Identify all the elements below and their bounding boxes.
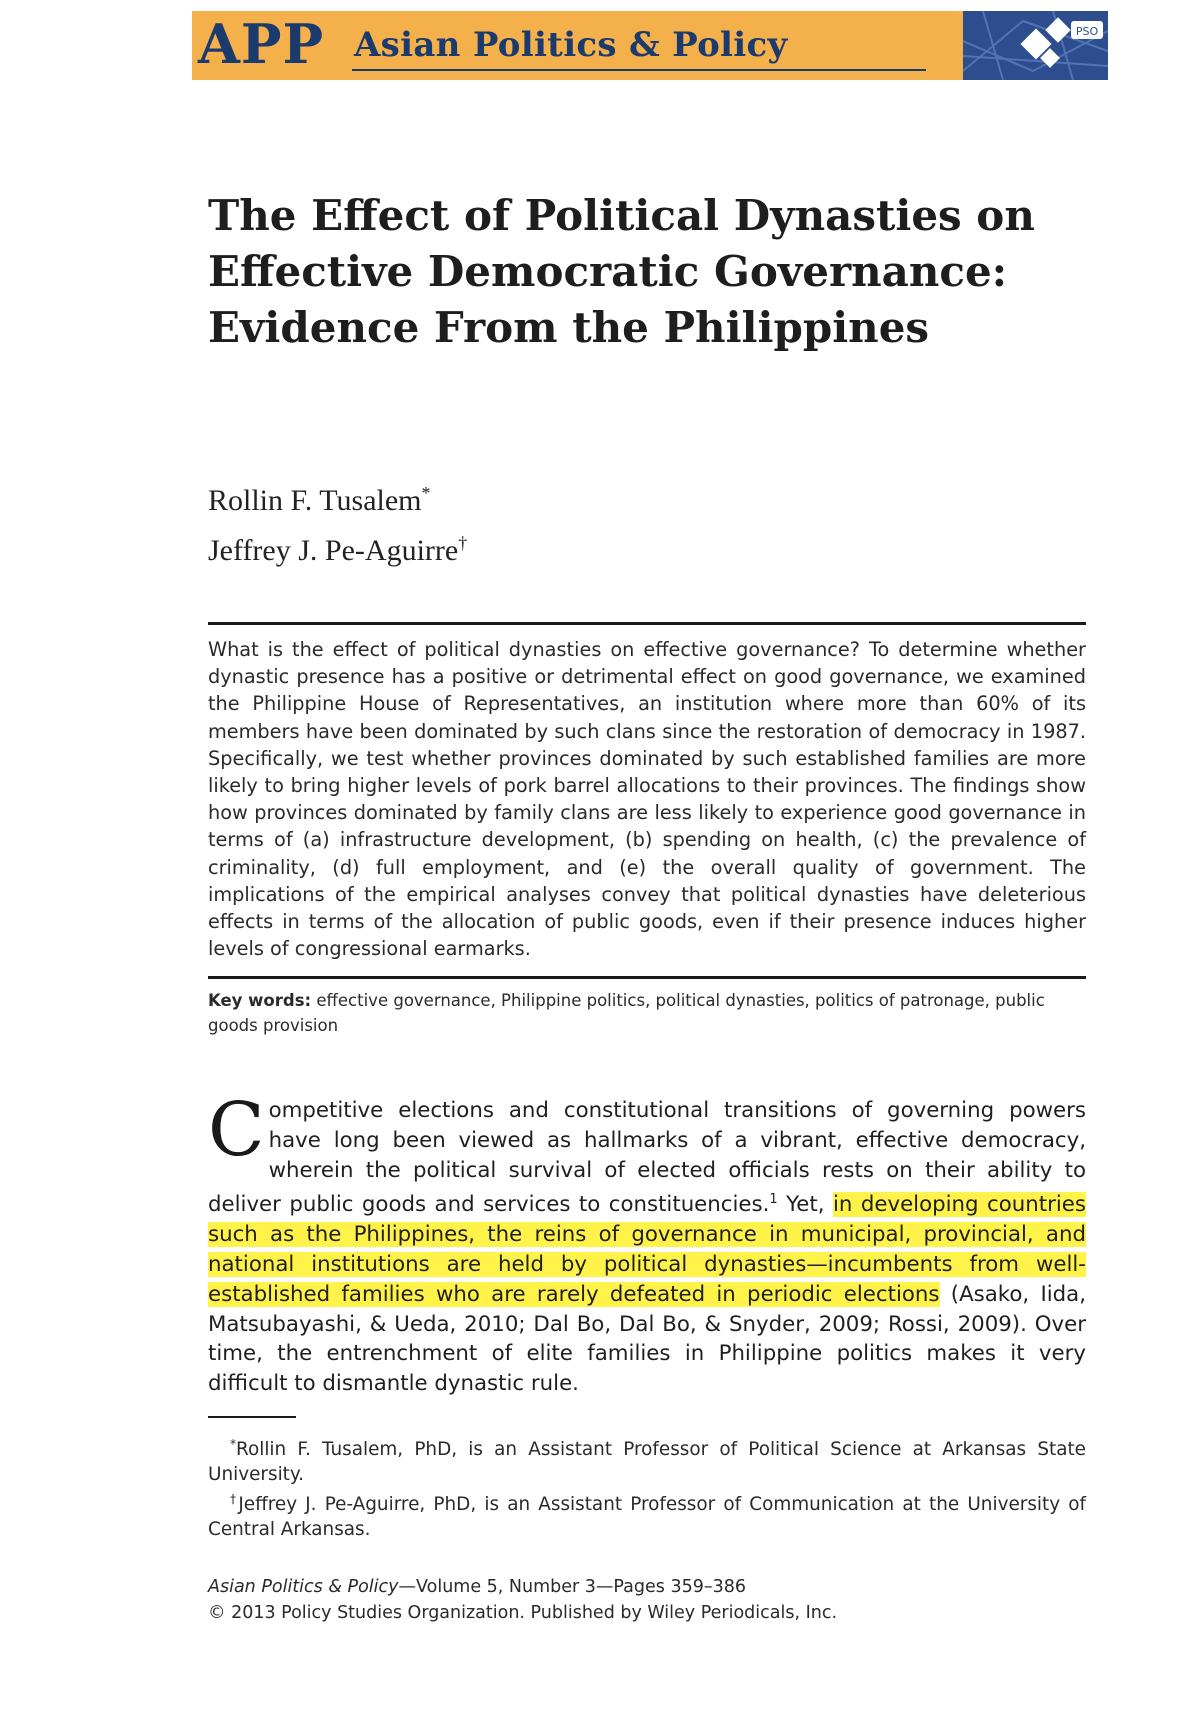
journal-acronym: APP xyxy=(198,12,325,76)
journal-title: Asian Politics & Policy xyxy=(354,25,788,65)
footnote-mark: † xyxy=(230,1492,239,1507)
footnote-mark: * xyxy=(230,1437,236,1451)
body-paragraph xyxy=(208,1087,1086,1399)
body-text-part: (Asako, Iida, Matsubayashi, & Ueda, 2010; Dal Bo, Dal Bo, & Snyder, 2009; Rossi, 2009). Over time, the entrenchment of elite families in Philippine politics makes it very difficult to dismantle dynastic rule. xyxy=(208,1281,1086,1397)
footnote-text: Rollin F. Tusalem, PhD, is an Assistant Professor of Political Science at Arkansas State University. xyxy=(208,1439,1086,1486)
footnote xyxy=(208,1487,1086,1542)
author-name: Rollin F. Tusalem xyxy=(208,484,422,517)
author-name: Jeffrey J. Pe-Aguirre xyxy=(208,534,459,567)
footnote xyxy=(208,1432,1086,1487)
footnotes xyxy=(208,1432,1086,1542)
keywords-label: Key words: xyxy=(208,991,312,1010)
title-line: The Effect of Political Dynasties on xyxy=(208,191,1035,240)
body-text-part: Yet, xyxy=(777,1192,833,1218)
citation-journal: Asian Politics & Policy xyxy=(208,1577,399,1597)
title-line: Evidence From the Philippines xyxy=(208,303,930,352)
body-text-part: ompetitive elections and constitutional transitions of governing powers have long been viewed as hallmarks of a vibrant, effective democracy, wherein the political survival of elected officials rests on their ability to deliver public goods and services to constituencies. xyxy=(208,1098,1086,1218)
abstract-top-rule xyxy=(208,622,1086,625)
abstract: What is the effect of political dynasties on effective governance? To determine whether dynastic presence has a positive or detrimental effect on good governance, we examined the Philippine House of Representatives, an institution where more than 60% of its members have been dominated by such clans since the restoration of democracy in 1987. Specifically, we test whether provinces dominated by such established families are more likely to bring higher levels of pork barrel allocations to their provinces. The findings show how provinces dominated by family clans are less likely to experience good governance in terms of (a) infrastructure development, (b) spending on health, (c) the prevalence of criminality, (d) full employment, and (e) the overall quality of government. The implications of the empirical analyses convey that political dynasties have deleterious effects in terms of the allocation of public goods, even if their presence induces higher levels of congressional earmarks. xyxy=(208,638,1086,961)
footnote-ref: 1 xyxy=(769,1192,778,1208)
publisher-logo-icon xyxy=(963,11,1108,80)
author-mark: † xyxy=(458,533,468,553)
citation-details: —Volume 5, Number 3—Pages 359–386 xyxy=(398,1577,747,1597)
citation-block xyxy=(208,1574,1086,1626)
highlighted-text: in developing countries such as the Philippines, the reins of governance in municipal, provincial, and national institutions are held by political dynasties—incumbents from well-established families who are rarely defeated in periodic elections xyxy=(208,1192,1086,1307)
drop-cap: C xyxy=(208,1087,265,1173)
copyright-line: © 2013 Policy Studies Organization. Published by Wiley Periodicals, Inc. xyxy=(208,1603,838,1623)
citation-line xyxy=(208,1574,1086,1600)
author xyxy=(208,472,467,522)
footnote-text: Jeffrey J. Pe-Aguirre, PhD, is an Assistant Professor of Communication at the University of Central Arkansas. xyxy=(208,1494,1087,1541)
keywords xyxy=(208,988,1086,1038)
paper-title xyxy=(208,188,1128,356)
journal-banner xyxy=(192,11,1108,80)
journal-title-underline xyxy=(352,69,926,71)
author-list xyxy=(208,472,467,572)
footnote-rule xyxy=(208,1416,296,1418)
abstract-bottom-rule xyxy=(208,976,1086,979)
title-line: Effective Democratic Governance: xyxy=(208,247,1008,296)
author-mark: * xyxy=(421,483,431,503)
keywords-text: effective governance, Philippine politics, political dynasties, politics of patronage, public goods provision xyxy=(208,991,1045,1035)
author xyxy=(208,522,467,572)
publisher-logo-label: PSO xyxy=(1075,25,1099,38)
